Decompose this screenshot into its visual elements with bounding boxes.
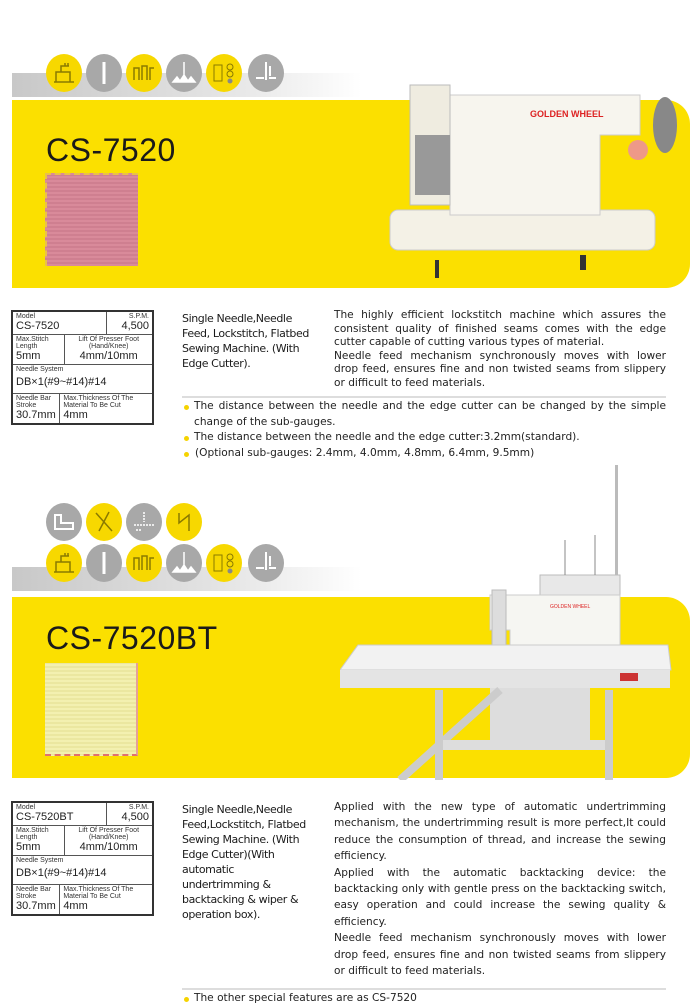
divider [182, 988, 666, 990]
paragraph: Needle feed mechanism synchronously moves with lower drop feed, ensures fine and non twisted seams from slippery or difficult to feed materials. [334, 932, 666, 978]
model-label: Model [16, 313, 36, 320]
bullet-item: The distance between the needle and the edge cutter:3.2mm(standard). [184, 430, 666, 446]
thickness-value: 4mm [63, 409, 88, 421]
edge-cutter-icon [166, 544, 202, 582]
feature-bullets [184, 399, 666, 461]
paragraph: Applied with the automatic backtacking device: the backtacking only with gentle press on the backtacking switch, easy operation and could increase the sewing quality & efficiency. [334, 866, 666, 928]
lift-label: Lift Of Presser Foot (Hand/Knee) [78, 336, 140, 350]
stitch-value: 5mm [16, 841, 41, 853]
gauge-icon [206, 54, 242, 92]
lift-value: 4mm/10mm [79, 841, 138, 853]
spm-value: 4,500 [121, 320, 149, 332]
feature-paragraphs [334, 309, 666, 391]
model-title: CS-7520 [46, 132, 176, 168]
thread-trimmer-icon [86, 503, 122, 541]
needle-icon [86, 54, 122, 92]
model-title: CS-7520BT [46, 620, 218, 656]
spm-value: 4,500 [121, 811, 149, 823]
model-label: Model [16, 804, 36, 811]
spec-table [11, 801, 154, 916]
brand-logo: GOLDEN WHEEL [530, 109, 604, 119]
thickness-label: Max.Thickness Of The Material To Be Cut [63, 886, 134, 900]
product-description: Single Needle,Needle Feed,Lockstitch, Flatbed Sewing Machine. (With Edge Cutter)(With automatic undertrimming & backtacking & wiper & operation box). [182, 803, 306, 921]
lift-label: Lift Of Presser Foot (Hand/Knee) [78, 827, 140, 841]
sewing-machine-with-table-image [340, 465, 680, 780]
feature-paragraphs [334, 799, 666, 979]
stroke-value: 30.7mm [16, 409, 56, 421]
brand-logo: GOLDEN WHEEL [550, 604, 591, 610]
model-value: CS-7520BT [16, 811, 74, 823]
needle-feed-icon [126, 54, 162, 92]
fabric-swatch-image [45, 173, 138, 266]
thickness-label: Max.Thickness Of The Material To Be Cut [63, 395, 134, 409]
needle-feed-icon [126, 544, 162, 582]
spm-label: S.P.M. [128, 804, 149, 811]
paragraph: Applied with the new type of automatic undertrimming mechanism, the undertrimming result is more perfect,It could reduce the consumption of thread, and increase the sewing efficiency. [334, 801, 666, 863]
undertrimming-icon [126, 503, 162, 541]
spm-label: S.P.M. [128, 313, 149, 320]
stitch-value: 5mm [16, 350, 41, 362]
gauge-icon [206, 544, 242, 582]
paragraph: The highly efficient lockstitch machine which assures the consistent quality of finished seams comes with the edge cutter capable of cutting various types of material. [334, 309, 666, 349]
wiper-icon [46, 503, 82, 541]
bullet-item: The other special features are as CS-7520 [184, 991, 666, 1007]
backtack-icon [166, 503, 202, 541]
stroke-label: Needle Bar Stroke [16, 395, 52, 409]
needle-label: Needle System [16, 366, 64, 373]
lift-value: 4mm/10mm [79, 350, 138, 362]
model-value: CS-7520 [16, 320, 60, 332]
product-description: Single Needle,Needle Feed, Lockstitch, Flatbed Sewing Machine. (With Edge Cutter). [182, 312, 309, 370]
stroke-value: 30.7mm [16, 900, 56, 912]
sewing-machine-icon [46, 544, 82, 582]
stitch-icon [248, 54, 284, 92]
sewing-machine-icon [46, 54, 82, 92]
bullet-item-note: (Optional sub-gauges: 2.4mm, 4.0mm, 4.8mm, 6.4mm, 9.5mm) [184, 446, 666, 462]
edge-cutter-icon [166, 54, 202, 92]
stitch-icon [248, 544, 284, 582]
feature-bullets [184, 991, 666, 1007]
needle-value: DB×1(#9~#14)#14 [16, 867, 107, 879]
paragraph: Needle feed mechanism synchronously moves with lower drop feed, ensures fine and non twisted seams from slippery or difficult to feed materials. [334, 349, 666, 389]
needle-value: DB×1(#9~#14)#14 [16, 376, 107, 388]
stroke-label: Needle Bar Stroke [16, 886, 52, 900]
fabric-swatch-image [45, 663, 138, 756]
spec-table [11, 310, 154, 425]
stitch-label: Max.Stitch Length [16, 336, 49, 350]
bullet-item: The distance between the needle and the edge cutter can be changed by the simple change of the sub-gauges. [184, 399, 666, 430]
stitch-label: Max.Stitch Length [16, 827, 49, 841]
needle-label: Needle System [16, 857, 64, 864]
divider [182, 396, 666, 398]
sewing-machine-image [380, 75, 680, 280]
thickness-value: 4mm [63, 900, 88, 912]
needle-icon [86, 544, 122, 582]
